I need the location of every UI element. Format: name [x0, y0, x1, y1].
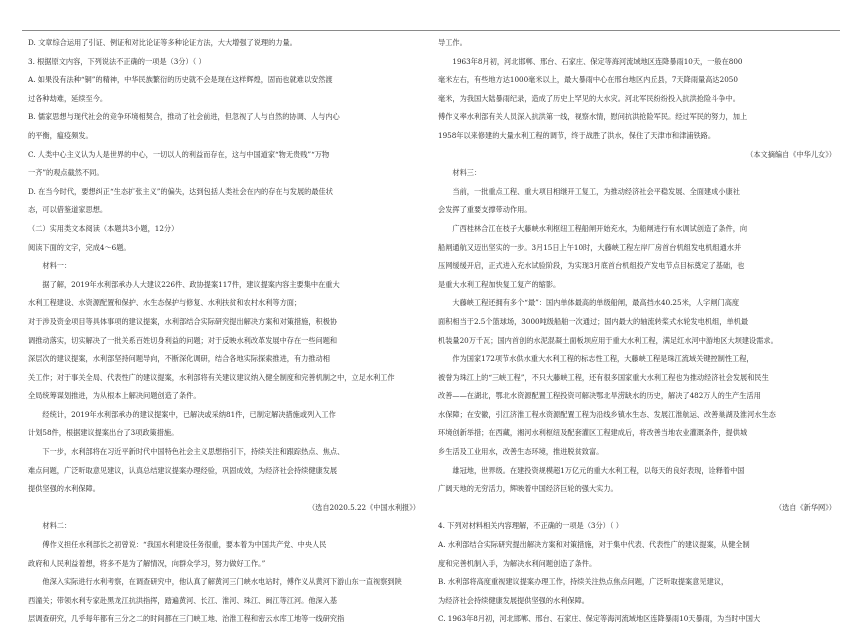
text-line: B. 水利部将高度重视建议提案办理工作，持续关注热点焦点问题，广泛听取提案意见建议，: [438, 577, 729, 587]
text-line: 材料二：: [42, 521, 72, 531]
text-line: 的平衡，瘟疫频发。: [28, 130, 93, 140]
text-line: 傅作义率水利部有关人员深入抗洪第一线，视察水情，慰问抗洪抢险军民。经过军民的努力，加上: [438, 112, 748, 122]
text-line: 层调查研究，几乎每年都有三分之二的时间都在三门峡工地、治淮工程和密云水库工地等一线研究指: [28, 614, 345, 624]
text-line: 度和完善机制入手，为解决水利问题创造了条件。: [438, 558, 597, 568]
text-line: 傅作义担任水利部长之初曾说：“我国水利建设任务很重，要本着为中国共产党、中央人民: [42, 540, 327, 550]
text-line: C. 人类中心主义认为人是世界的中心，一切以人的利益而存在，这与中国道家“物无贵贱”“万物: [28, 149, 330, 159]
text-line: 压网缓缓开启，正式进入充水试验阶段，为实现3月底首台机组投产发电节点目标奠定了基础，也: [438, 261, 745, 271]
text-line: 经统计，2019年水利部承办的建议提案中，已解决或采纳81件，已制定解决措施或列入工作: [42, 409, 336, 419]
text-line: 3. 根据原文内容，下列说法不正确的一项是（3分）（ ）: [28, 56, 206, 66]
text-line: A. 水利部结合实际研究提出解决方案和对策措施，对于集中代表、代表性广的建议提案，从健全制: [438, 540, 750, 550]
text-line: 材料一：: [42, 261, 72, 271]
text-line: （本文摘编自《中华儿女》）: [746, 149, 836, 159]
text-line: 广阔天地的无穷活力，辉映着中国经济巨轮的强大实力。: [438, 484, 618, 494]
text-line: 他深入实际进行水利考察，在调查研究中，他认真了解黄河三门峡水电站时，傅作义从黄河下游山东一直视察到陕: [42, 577, 402, 587]
text-line: 作为国家172项节水供水重大水利工程的标志性工程，大藤峡工程是珠江流域关键控制性工程，: [452, 354, 754, 364]
text-line: 水保障；在安徽，引江济淮工程水资源配置工程为沿线乡镇水生态、发展江淮航运、改善巢湖及淮河水生态: [438, 409, 776, 419]
text-line: 计划58件，根据建议提案出台了3项政策措施。: [28, 428, 179, 438]
text-line: 为经济社会持续健康发展提供坚强的水利保障。: [438, 595, 589, 605]
text-line: （选自《新华网》）: [774, 502, 836, 512]
text-line: 提供坚强的水利保障。: [28, 484, 100, 494]
text-line: 阅读下面的文字，完成4～6题。: [28, 242, 131, 252]
text-line: 一齐”的观点截然不同。: [28, 168, 104, 178]
text-line: （选自2020.5.22《中国水利报》）: [307, 502, 420, 512]
text-line: 毫米，为我国大陆暴雨纪录，造成了历史上罕见的大水灾。河北军民纷纷投入抗洪抢险斗争中。: [438, 93, 740, 103]
text-line: 被誉为珠江上的“三峡工程”，不只大藤峡工程，还有很多国家重大水利工程也为推动经济社会发展和民生: [438, 372, 769, 382]
right-column: [438, 34, 836, 629]
text-line: 会发挥了重要支撑带动作用。: [438, 205, 532, 215]
text-line: 大藤峡工程还拥有多个“最”：国内单体最高的单级船闸，最高挡水40.25米，人字闸门高度: [452, 298, 740, 308]
text-line: 1958年以来修建的大量水利工程的调节，终于战胜了洪水，保住了天津市和津浦铁路。: [438, 130, 716, 140]
text-line: 过各种劫难，延续至今。: [28, 93, 108, 103]
text-line: D. 在当今时代，要想纠正“生态扩张主义”的偏失，达到包括人类社会在内的存在与发展的最佳状: [28, 186, 333, 196]
text-line: D. 文章综合运用了引证、例证和对比论证等多种论证方法，大大增强了说理的力量。: [28, 38, 297, 47]
text-line: 据了解，2019年水利部承办人大建议226件、政协提案117件，建议提案内容主要集中在重大: [42, 279, 340, 289]
text-line: 西潼关；带领水利专家赴黑龙江抗洪指挥，踏遍黄河、长江、淮河、珠江、闽江等江河。他深入基: [28, 595, 338, 605]
text-line: 对于涉及资金项目等具体事项的建议提案，水利部结合实际研究提出解决方案和对策措施，积极协: [28, 316, 338, 326]
top-divider: [22, 30, 840, 31]
text-line: 导工作。: [438, 38, 467, 47]
text-line: 政府和人民利益着想，将多不是为了解情况，向群众学习，努力做好工作。”: [28, 558, 266, 568]
text-line: 水利工程建设、水资源配置和保护、水生态保护与修复、水利扶贫和农村水利等方面；: [28, 298, 302, 308]
text-line: 改善——在湖北，鄂北水资源配置工程投资可解决鄂北旱涝缺水的历史，解决了482万人的生产生活用: [438, 391, 761, 401]
text-line: 毫米左右，有些地方达1000毫米以上，最大暴雨中心在邢台地区内丘县，7天降雨量高达2050: [438, 75, 738, 85]
text-line: 调推动落实，切实解决了一批关系百姓切身利益的问题；对于反映水利改革发展中存在一些问题和: [28, 335, 338, 345]
text-line: （二）实用类文本阅读（本题共3小题，12分）: [28, 223, 179, 233]
text-line: 难点问题，广泛听取意见建议，认真总结建议提案办理经验，巩固成效，为经济社会持续健康发展: [28, 465, 338, 475]
text-line: 4. 下列对材料相关内容理解，不正确的一项是（3分）（ ）: [438, 521, 623, 531]
text-line: 环境创新举措；在西藏，湘河水利枢纽及配套灌区工程建成后，将改善当地农业灌溉条件，提供城: [438, 428, 748, 438]
text-line: 雄冠地，世界级。在建投资规模超1万亿元的重大水利工程，以每天的良好表现，诠释着中国: [452, 465, 745, 475]
text-line: 机装量20万千瓦；国内首创的水泥混凝土面板坝应用于重大水利工程，满足红水河中游地区大坝建设需求。: [438, 335, 778, 345]
text-line: 1963年8月初，河北邯郸、邢台、石家庄、保定等海河流域地区连降暴雨10天，一般在800: [452, 56, 743, 66]
text-line: 全局统筹谋划推进，为从根本上解决问题创造了条件。: [28, 391, 201, 401]
text-line: 关工作；对于事关全局、代表性广的建议提案，水利部将有关建议建议纳入健全制度和完善机制之中，立足水利工作: [28, 372, 395, 382]
text-line: 下一步，水利部将在习近平新时代中国特色社会主义思想指引下，持续关注和跟踪热点、焦点、: [42, 447, 345, 457]
text-line: C. 1963年8月初，河北邯郸、邢台、石家庄、保定等海河流域地区连降暴雨10天暴雨，为当时中国大: [438, 614, 761, 624]
text-line: 乡生活及工业用水，改善生态环境，推进脱贫致富。: [438, 447, 604, 457]
text-line: 态，可以借鉴道家思想。: [28, 205, 108, 215]
text-line: 深层次的建议提案，水利部坚持问题导向，不断深化调研，结合各地实际探索推进，有力推动相: [28, 354, 330, 364]
text-line: 材料三：: [452, 168, 482, 178]
text-line: A. 如果没有法种“铜”的精神，中华民族繁衍的历史就不会是现在这样辉煌，固而也就难以安然渡: [28, 75, 333, 85]
text-line: 面积相当于2.5个篮球场，3000吨级船舶一次通过；国内最大的轴流转桨式水轮发电机组，单机最: [438, 316, 749, 326]
text-line: 广西桂林合江在枝子大藤峡水利枢纽工程船闸开始充水，为船闸进行有水调试创造了条件，向: [452, 223, 748, 233]
text-line: 当前，一批重点工程、重大项目相继开工复工，为推动经济社会平稳发展、全面建成小康社: [452, 186, 740, 196]
left-column: [28, 34, 420, 629]
text-line: B. 儒家思想与现代社会的竞争环境相契合，推动了社会前进，但忽视了人与自然的协调、人与内心: [28, 112, 340, 122]
text-line: 是重大水利工程加快复工复产的缩影。: [438, 279, 561, 289]
text-line: 船闸通航又迈出坚实的一步。3月15日上午10时，大藤峡工程左岸厂房首台机组发电机组通水并: [438, 242, 742, 252]
